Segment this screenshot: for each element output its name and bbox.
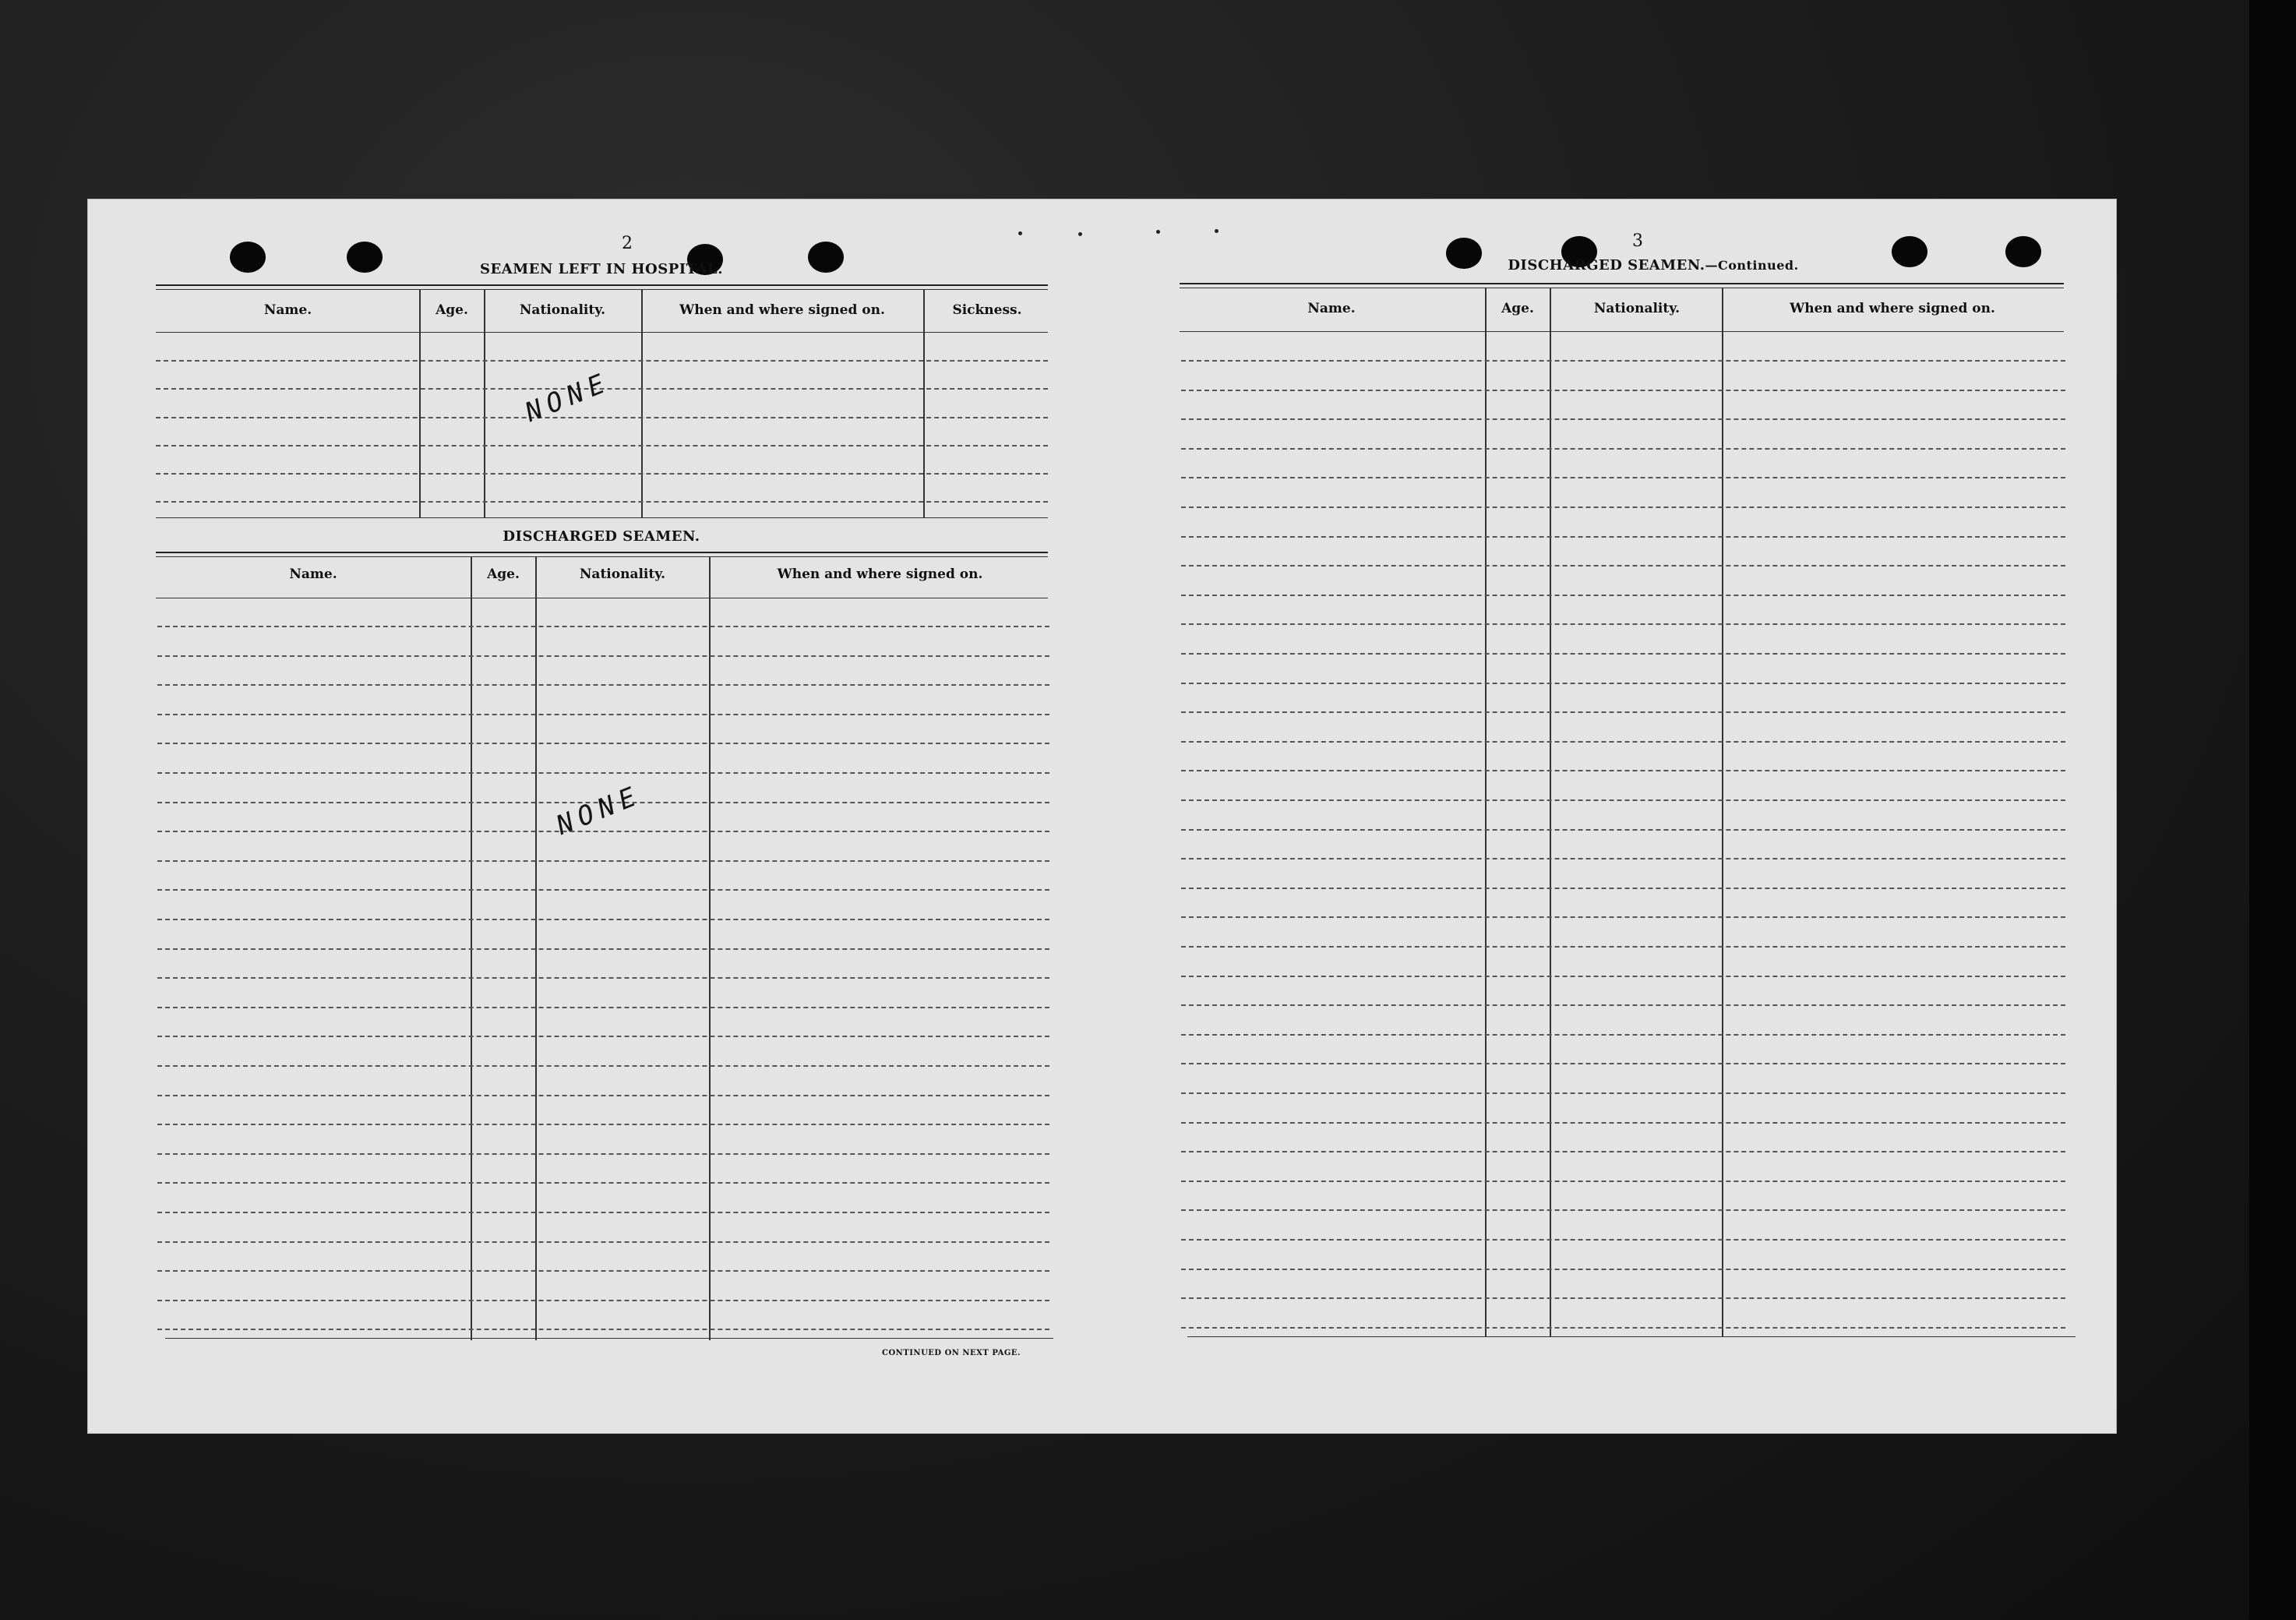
entry-line	[157, 1153, 1049, 1155]
entry-line	[157, 977, 1049, 979]
entry-line	[1181, 1122, 2065, 1124]
entry-line	[157, 919, 1049, 920]
continued-note: CONTINUED ON NEXT PAGE.	[882, 1349, 1021, 1357]
entry-line	[157, 1124, 1049, 1125]
discharged-continued-title	[1458, 257, 1848, 274]
entry-line	[1181, 506, 2065, 508]
entry-line	[1181, 536, 2065, 538]
col-header-nationality: Nationality.	[1593, 301, 1681, 316]
entry-line	[1181, 1151, 2065, 1152]
entry-line	[157, 860, 1049, 862]
entry-line	[1181, 829, 2065, 831]
punch-hole	[230, 242, 266, 273]
entry-line	[157, 1036, 1049, 1037]
entry-line	[1181, 711, 2065, 713]
scan-edge	[2249, 0, 2296, 1620]
entry-line	[157, 655, 1049, 657]
entry-line	[157, 1212, 1049, 1213]
punch-hole	[808, 242, 844, 273]
col-header-sickness: Sickness.	[952, 302, 1022, 318]
entry-line	[156, 417, 1048, 418]
entry-line	[157, 1241, 1049, 1243]
entry-line	[157, 948, 1049, 950]
rule	[156, 556, 1048, 557]
entry-line	[157, 714, 1049, 715]
entry-line	[1181, 976, 2065, 977]
rule	[1180, 331, 2064, 332]
col-header-nationality: Nationality.	[519, 302, 606, 318]
col-divider	[641, 290, 643, 517]
discharged-section-title: DISCHARGED SEAMEN.	[503, 528, 700, 545]
entry-line	[156, 473, 1048, 475]
col-header-age: Age.	[436, 302, 468, 318]
rule	[1187, 1336, 2076, 1337]
entry-line	[1181, 946, 2065, 948]
rule	[165, 1338, 1053, 1339]
col-header-age: Age.	[487, 566, 520, 582]
col-divider	[923, 290, 925, 517]
entry-line	[1181, 1004, 2065, 1006]
handwritten-none-hospital: NONE	[520, 366, 615, 429]
entry-line	[1181, 653, 2065, 655]
col-header-nationality: Nationality.	[579, 566, 666, 582]
entry-line	[1181, 1181, 2065, 1182]
col-divider	[419, 290, 421, 517]
entry-line	[157, 1270, 1049, 1272]
entry-line	[157, 889, 1049, 891]
entry-line	[1181, 1327, 2065, 1329]
entry-line	[1181, 1063, 2065, 1064]
entry-line	[1181, 683, 2065, 684]
entry-line	[157, 1095, 1049, 1096]
entry-line	[1181, 418, 2065, 420]
document-spread	[87, 199, 2117, 1434]
entry-line	[1181, 1239, 2065, 1241]
entry-line	[1181, 916, 2065, 918]
entry-line	[157, 1300, 1049, 1301]
speck	[1018, 231, 1022, 235]
entry-line	[157, 626, 1049, 627]
col-divider	[1485, 288, 1487, 1336]
speck	[1078, 232, 1082, 236]
entry-line	[1181, 1034, 2065, 1036]
col-header-signed-on: When and where signed on.	[777, 566, 983, 582]
entry-line	[156, 360, 1048, 362]
punch-hole	[1892, 236, 1927, 267]
entry-line	[1181, 1297, 2065, 1299]
rule	[156, 332, 1048, 333]
rule	[1180, 283, 2064, 284]
entry-line	[157, 743, 1049, 744]
title-continued: —Continued.	[1705, 258, 1799, 273]
col-header-signed-on: When and where signed on.	[1790, 301, 1995, 316]
page-number-left: 2	[622, 234, 633, 253]
punch-hole	[347, 242, 383, 273]
col-header-name: Name.	[289, 566, 337, 582]
entry-line	[1181, 1269, 2065, 1270]
punch-hole	[2005, 236, 2041, 267]
entry-line	[1181, 741, 2065, 743]
entry-line	[157, 1182, 1049, 1184]
entry-line	[1181, 1092, 2065, 1094]
rule	[156, 289, 1048, 290]
entry-line	[1181, 888, 2065, 889]
title-main: DISCHARGED SEAMEN.	[1508, 257, 1705, 274]
handwritten-none-discharged: NONE	[552, 779, 647, 842]
col-header-name: Name.	[263, 302, 312, 318]
entry-line	[1181, 565, 2065, 566]
rule	[156, 284, 1048, 286]
hospital-section-title: SEAMEN LEFT IN HOSPITAL.	[480, 261, 723, 277]
entry-line	[1181, 595, 2065, 596]
entry-line	[1181, 448, 2065, 450]
rule	[156, 552, 1048, 553]
entry-line	[1181, 1209, 2065, 1211]
entry-line	[156, 501, 1048, 503]
entry-line	[1181, 477, 2065, 478]
entry-line	[157, 772, 1049, 774]
entry-line	[1181, 360, 2065, 362]
entry-line	[157, 831, 1049, 832]
entry-line	[1181, 623, 2065, 625]
col-divider	[484, 290, 485, 517]
speck	[1156, 230, 1160, 234]
col-header-signed-on: When and where signed on.	[679, 302, 885, 318]
entry-line	[156, 445, 1048, 446]
entry-line	[1181, 799, 2065, 801]
entry-line	[157, 1329, 1049, 1330]
entry-line	[1181, 390, 2065, 391]
col-divider	[1722, 288, 1723, 1336]
entry-line	[157, 684, 1049, 686]
page-number-right: 3	[1632, 231, 1643, 251]
speck	[1215, 229, 1219, 233]
entry-line	[157, 1007, 1049, 1008]
col-header-name: Name.	[1307, 301, 1356, 316]
rule	[156, 517, 1048, 518]
col-divider	[1550, 288, 1551, 1336]
entry-line	[1181, 858, 2065, 859]
col-header-age: Age.	[1501, 301, 1534, 316]
entry-line	[1181, 770, 2065, 771]
entry-line	[157, 1065, 1049, 1067]
